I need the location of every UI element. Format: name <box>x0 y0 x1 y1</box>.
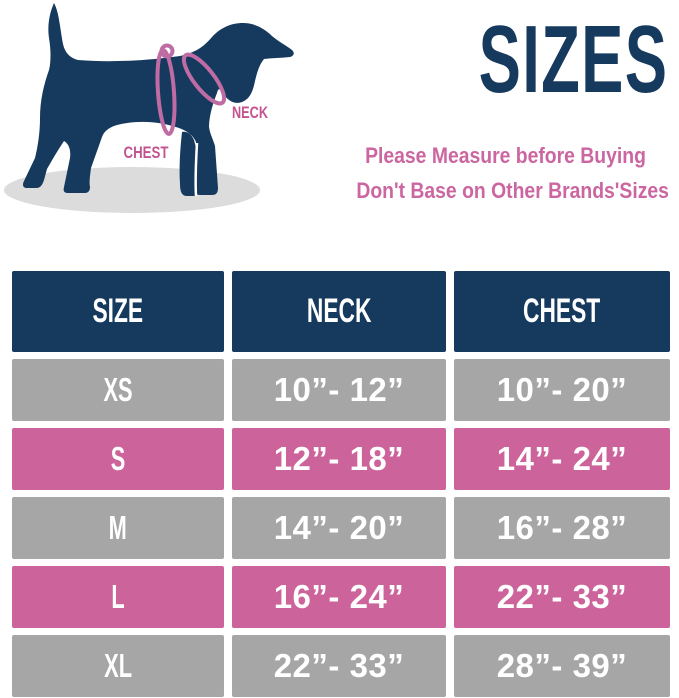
dog-illustration-svg <box>0 0 340 230</box>
chest-cell: 16”- 28” <box>454 497 670 559</box>
size-label: S <box>110 440 126 477</box>
dog-front-leg-back <box>180 132 197 196</box>
top-section <box>0 0 679 271</box>
chest-cell: 28”- 39” <box>454 635 670 697</box>
header-label-neck: NECK <box>306 292 372 330</box>
neck-cell: 10”- 12” <box>232 359 446 421</box>
chest-label: CHEST <box>123 143 169 162</box>
size-label: XS <box>103 371 133 408</box>
neck-cell: 16”- 24” <box>232 566 446 628</box>
size-table <box>12 271 670 697</box>
header-cell-neck <box>232 271 446 352</box>
size-cell <box>12 635 224 697</box>
size-label: XL <box>104 647 132 684</box>
subtitle-line-1: Please Measure before Buying <box>365 143 646 168</box>
chest-cell: 22”- 33” <box>454 566 670 628</box>
header-label-chest: CHEST <box>523 292 601 330</box>
subtitle-line-2: Don't Base on Other Brands'Sizes <box>356 178 669 203</box>
size-cell <box>12 359 224 421</box>
size-cell <box>12 497 224 559</box>
header-cell-chest <box>454 271 670 352</box>
heading-block <box>340 0 679 208</box>
subtitle <box>356 138 669 208</box>
dog-illustration <box>0 0 340 230</box>
size-cell <box>12 428 224 490</box>
neck-label: NECK <box>232 103 269 122</box>
neck-cell: 12”- 18” <box>232 428 446 490</box>
chest-cell: 14”- 24” <box>454 428 670 490</box>
size-label: M <box>108 509 128 546</box>
front-leg-separator <box>196 143 197 196</box>
neck-cell: 22”- 33” <box>232 635 446 697</box>
size-cell <box>12 566 224 628</box>
page-title: SIZES <box>478 6 669 113</box>
header-cell-size <box>12 271 224 352</box>
header-label-size: SIZE <box>92 292 144 330</box>
chest-cell: 10”- 20” <box>454 359 670 421</box>
size-label: L <box>111 578 125 615</box>
neck-cell: 14”- 20” <box>232 497 446 559</box>
